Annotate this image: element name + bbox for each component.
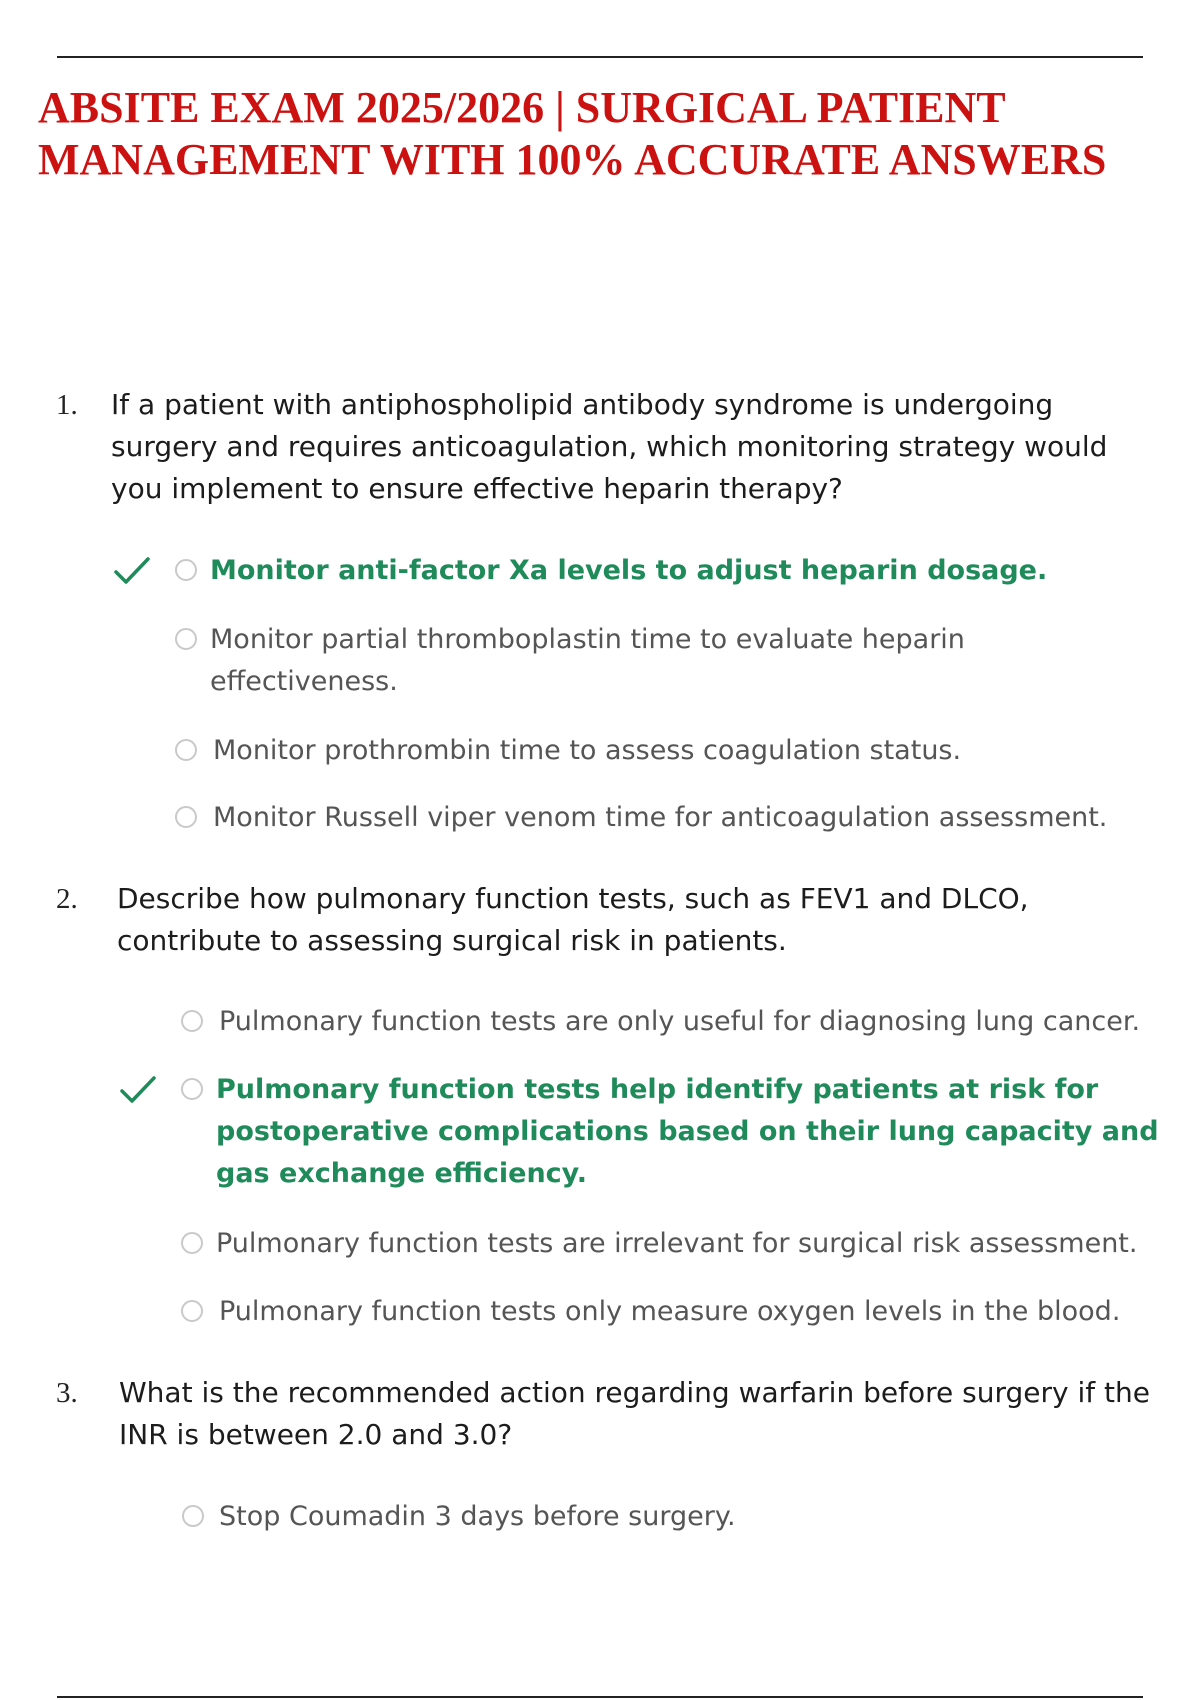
bottom-divider	[57, 1696, 1143, 1698]
option-text: Monitor prothrombin time to assess coagulation status.	[213, 735, 962, 766]
question-number: 1.	[56, 389, 78, 421]
radio-button[interactable]	[175, 628, 197, 650]
question-text: What is the recommended action regarding warfarin before surgery if the INR is between 2.0 and 3.0?	[119, 1376, 1150, 1451]
option-text: Monitor anti-factor Xa levels to adjust heparin dosage.	[210, 555, 1048, 586]
radio-button[interactable]	[175, 739, 197, 761]
option-text: Pulmonary function tests only measure oxygen levels in the blood.	[219, 1296, 1121, 1327]
radio-button[interactable]	[181, 1010, 203, 1032]
check-icon	[112, 550, 152, 590]
option-text: Pulmonary function tests are only useful for diagnosing lung cancer.	[219, 1006, 1141, 1037]
document-title: ABSITE EXAM 2025/2026 | SURGICAL PATIENT MANAGEMENT WITH 100% ACCURATE ANSWERS	[38, 83, 1107, 184]
radio-button[interactable]	[175, 806, 197, 828]
radio-button[interactable]	[181, 1300, 203, 1322]
question-number: 3.	[56, 1377, 78, 1409]
option-text: Pulmonary function tests help identify patients at risk for postoperative complications based on their lung capacity and gas exchange efficiency.	[216, 1074, 1159, 1189]
question-text: If a patient with antiphospholipid antibody syndrome is undergoing surgery and requires anticoagulation, which monitoring strategy would you implement to ensure effective heparin therapy?	[111, 388, 1108, 505]
check-icon	[118, 1069, 158, 1109]
option-text: Monitor Russell viper venom time for anticoagulation assessment.	[213, 802, 1108, 833]
option-text: Pulmonary function tests are irrelevant for surgical risk assessment.	[216, 1228, 1138, 1259]
option-text: Stop Coumadin 3 days before surgery.	[219, 1501, 736, 1532]
question-number: 2.	[56, 883, 78, 915]
radio-button[interactable]	[175, 559, 197, 581]
radio-button[interactable]	[181, 1232, 203, 1254]
top-divider	[57, 56, 1143, 58]
radio-button[interactable]	[182, 1505, 204, 1527]
question-text: Describe how pulmonary function tests, such as FEV1 and DLCO, contribute to assessing surgical risk in patients.	[117, 882, 1029, 957]
radio-button[interactable]	[181, 1078, 203, 1100]
option-text: Monitor partial thromboplastin time to evaluate heparin effectiveness.	[210, 624, 965, 697]
